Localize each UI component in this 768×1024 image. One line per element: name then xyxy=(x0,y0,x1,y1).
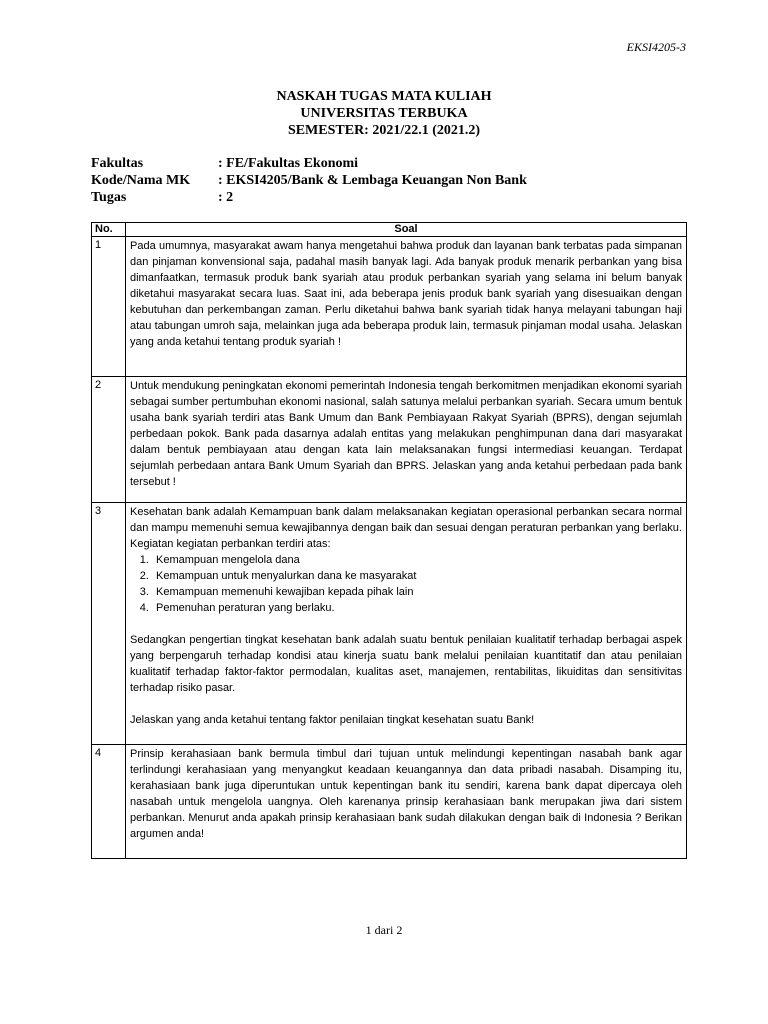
table-row xyxy=(92,503,687,745)
title-line-3: SEMESTER: 2021/22.1 (2021.2) xyxy=(287,123,481,138)
list-item: 2. Kemampuan untuk menyalurkan dana ke masyarakat xyxy=(152,568,682,584)
title-line-1: NASKAH TUGAS MATA KULIAH xyxy=(276,89,492,104)
question-intro: Kesehatan bank adalah Kemampuan bank dalam melaksanakan kegiatan operasional perbankan secara normal dan mampu memenuhi semua kewajibannya dengan baik dan sesuai dengan peraturan perbankan yang berlaku. Kegiatan kegiatan perbankan terdiri atas: xyxy=(130,506,682,550)
kode-value: : EKSI4205/Bank & Lembaga Keuangan Non Bank xyxy=(218,173,527,188)
list-item: 1. Kemampuan mengelola dana xyxy=(152,552,682,568)
questions-table xyxy=(91,222,687,859)
document-title xyxy=(0,88,768,139)
question-paragraph: Sedangkan pengertian tingkat kesehatan bank adalah suatu bentuk penilaian kualitatif terhadap berbagai aspek yang berpengaruh terhadap kondisi atau kinerja suatu bank melalui penilaian kuantitatif dan atau penilaian kualitatif terhadap faktor-faktor permodalan, kualitas aset, manajemen, rentabilitas, likuiditas dan sensitivitas terhadap risiko pasar. xyxy=(130,634,682,694)
tugas-label: Tugas xyxy=(91,190,127,205)
table-row xyxy=(92,237,687,377)
table-header-row xyxy=(92,223,687,237)
fakultas-row xyxy=(91,155,527,172)
question-number: 1 xyxy=(92,237,126,377)
fakultas-label: Fakultas xyxy=(91,156,144,171)
question-cell xyxy=(126,503,687,745)
tugas-row xyxy=(91,189,527,206)
list-item: 4. Pemenuhan peraturan yang berlaku. xyxy=(152,600,682,616)
question-text: Pada umumnya, masyarakat awam hanya mengetahui bahwa produk dan layanan bank terbatas pada simpanan dan pinjaman konvensional saja, padahal masih banyak lagi. Ada banyak produk menarik perbankan yang bisa dimanfaatkan, termasuk produk bank syariah atau produk perbankan syariah yang selama ini belum banyak diketahui masyarakat secara luas. Saat ini, ada beberapa jenis produk bank syariah yang disesuaikan dengan kebutuhan dan perkembangan zaman. Perlu diketahui bahwa bank syariah tidak hanya melayani tabungan haji atau tabungan umroh saja, melainkan juga ada beberapa produk lain, termasuk pinjaman modal usaha. Jelaskan yang anda ketahui tentang produk syariah ! xyxy=(126,237,687,377)
question-text: Prinsip kerahasiaan bank bermula timbul dari tujuan untuk melindungi kepentingan nasabah bank agar terlindungi kerahasiaan yang menyangkut keadaan keuangannya dan data pribadi nasabah. Disamping itu, kerahasiaan bank juga diperuntukan untuk kepentingan bank itu sendiri, karena bank dapat dipercaya oleh nasabah untuk mengelola uangnya. Oleh karenanya prinsip kerahasiaan bank merupakan jiwa dari sistem perbankan. Menurut anda apakah prinsip kerahasiaan bank sudah dilakukan dengan baik di Indonesia ? Berikan argumen anda! xyxy=(126,745,687,859)
tugas-value: : 2 xyxy=(218,190,234,205)
table-row xyxy=(92,377,687,503)
kode-row xyxy=(91,172,527,189)
question-number: 4 xyxy=(92,745,126,859)
kode-label: Kode/Nama MK xyxy=(91,173,191,188)
question-text: Untuk mendukung peningkatan ekonomi pemerintah Indonesia tengah berkomitmen menjadikan ekonomi syariah sebagai sumber pertumbuhan ekonomi nasional, salah satunya melalui perbankan syariah. Secara umum bentuk usaha bank syariah terdiri atas Bank Umum dan Bank Pembiayaan Rakyat Syariah (BPRS), dengan sejumlah perbedaan pokok. Bank pada dasarnya adalah entitas yang melakukan penghimpunan dana dari masyarakat dalam bentuk pembiayaan atau dengan kata lain melaksanakan fungsi intermediasi keuangan. Terdapat sejumlah perbedaan antara Bank Umum Syariah dan BPRS. Jelaskan yang anda ketahui perbedaan pada bank tersebut ! xyxy=(126,377,687,503)
column-header-soal: Soal xyxy=(126,223,687,237)
column-header-no: No. xyxy=(92,223,126,237)
title-line-2: UNIVERSITAS TERBUKA xyxy=(300,106,468,121)
fakultas-value: : FE/Fakultas Ekonomi xyxy=(218,156,359,171)
criteria-list xyxy=(130,552,682,616)
course-info xyxy=(91,155,527,206)
list-item: 3. Kemampuan memenuhi kewajiban kepada pihak lain xyxy=(152,584,682,600)
question-number: 3 xyxy=(92,503,126,745)
page-number: 1 dari 2 xyxy=(365,923,403,937)
document-code: EKSI4205-3 xyxy=(626,40,686,54)
question-number: 2 xyxy=(92,377,126,503)
question-prompt: Jelaskan yang anda ketahui tentang faktor penilaian tingkat kesehatan suatu Bank! xyxy=(130,714,535,726)
table-row xyxy=(92,745,687,859)
